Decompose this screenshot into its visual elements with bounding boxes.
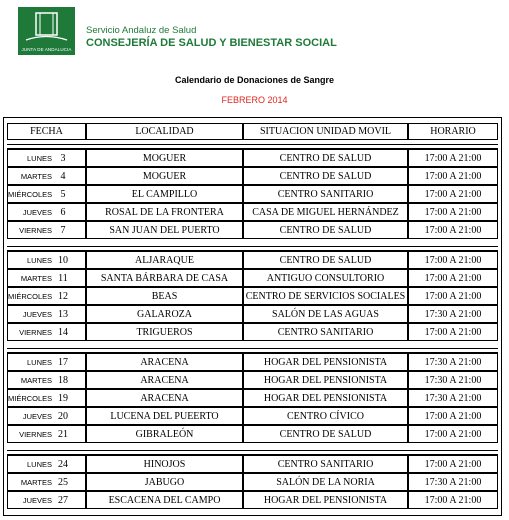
situation-cell: CENTRO DE SALUD: [243, 221, 408, 239]
date-cell: [7, 455, 86, 473]
hours-cell: 17:30 A 21:00: [408, 473, 498, 491]
day-number: 18: [58, 374, 68, 386]
hours-cell: 17:00 A 21:00: [408, 149, 498, 167]
situation-cell: CENTRO SANITARIO: [243, 455, 408, 473]
locality-cell: ARACENA: [86, 371, 243, 389]
table-row: [4, 425, 501, 443]
locality-cell: SAN JUAN DEL PUERTO: [86, 221, 243, 239]
day-number: 25: [58, 476, 68, 488]
locality-cell: ARACENA: [86, 389, 243, 407]
situation-cell: HOGAR DEL PENSIONISTA: [243, 491, 408, 509]
column-header-horario: HORARIO: [408, 123, 498, 140]
day-name: LUNES: [26, 255, 52, 265]
situation-cell: SALÓN DE LAS AGUAS: [243, 305, 408, 323]
day-number: 4: [60, 170, 66, 182]
locality-cell: ARACENA: [86, 353, 243, 371]
situation-cell: CENTRO DE SALUD: [243, 149, 408, 167]
day-number: 6: [60, 206, 66, 218]
day-number: 14: [58, 326, 68, 338]
day-name: MIÉRCOLES: [8, 189, 53, 199]
situation-cell: ANTIGUO CONSULTORIO: [243, 269, 408, 287]
day-number: 13: [58, 308, 68, 320]
junta-de-andalucia-logo: [18, 7, 75, 55]
hours-cell: 17:00 A 21:00: [408, 323, 498, 341]
calendar-table: [3, 117, 502, 516]
locality-cell: HINOJOS: [86, 455, 243, 473]
day-number: 17: [58, 356, 68, 368]
day-name: JUEVES: [22, 411, 52, 421]
hours-cell: 17:00 A 21:00: [408, 203, 498, 221]
situation-cell: CASA DE MIGUEL HERNÁNDEZ: [243, 203, 408, 221]
date-cell: [7, 371, 86, 389]
locality-cell: ROSAL DE LA FRONTERA: [86, 203, 243, 221]
date-cell: [7, 353, 86, 371]
table-row: [4, 185, 501, 203]
situation-cell: CENTRO DE SALUD: [243, 425, 408, 443]
date-cell: [7, 407, 86, 425]
table-row: [4, 251, 501, 269]
locality-cell: GALAROZA: [86, 305, 243, 323]
date-cell: [7, 149, 86, 167]
day-number: 20: [58, 410, 68, 422]
day-number: 3: [60, 152, 66, 164]
table-row: [4, 287, 501, 305]
date-cell: [7, 389, 86, 407]
situation-cell: CENTRO DE SALUD: [243, 167, 408, 185]
day-name: MIÉRCOLES: [8, 291, 53, 301]
locality-cell: ESCACENA DEL CAMPO: [86, 491, 243, 509]
locality-cell: MOGUER: [86, 149, 243, 167]
situation-cell: HOGAR DEL PENSIONISTA: [243, 389, 408, 407]
column-header-fecha: FECHA: [7, 123, 86, 140]
day-name: JUEVES: [22, 495, 52, 505]
day-number: 10: [58, 254, 68, 266]
table-row: [4, 353, 501, 371]
hours-cell: 17:00 A 21:00: [408, 407, 498, 425]
date-cell: [7, 167, 86, 185]
day-name: MARTES: [20, 171, 52, 181]
org-name-line1: Servicio Andaluz de Salud: [86, 25, 197, 36]
day-number: 19: [58, 392, 68, 404]
situation-cell: SALÓN DE LA NORIA: [243, 473, 408, 491]
table-row: [4, 491, 501, 509]
table-header-row: [4, 123, 501, 140]
day-number: 5: [60, 188, 66, 200]
table-row: [4, 269, 501, 287]
date-cell: [7, 287, 86, 305]
locality-cell: JABUGO: [86, 473, 243, 491]
day-name: MARTES: [20, 273, 52, 283]
day-number: 27: [58, 494, 68, 506]
situation-cell: CENTRO CÍVICO: [243, 407, 408, 425]
column-header-situacion: SITUACION UNIDAD MOVIL: [243, 123, 408, 140]
logo-text: JUNTA DE ANDALUCIA: [21, 47, 72, 52]
date-cell: [7, 221, 86, 239]
date-cell: [7, 269, 86, 287]
day-name: MARTES: [20, 477, 52, 487]
document-title: Calendario de Donaciones de Sangre: [174, 75, 335, 85]
day-name: VIERNES: [19, 225, 52, 235]
locality-cell: GIBRALEÓN: [86, 425, 243, 443]
hours-cell: 17:00 A 21:00: [408, 167, 498, 185]
locality-cell: TRIGUEROS: [86, 323, 243, 341]
date-cell: [7, 305, 86, 323]
hours-cell: 17:00 A 21:00: [408, 425, 498, 443]
situation-cell: CENTRO SANITARIO: [243, 323, 408, 341]
locality-cell: LUCENA DEL PUEERTO: [86, 407, 243, 425]
table-row: [4, 221, 501, 239]
day-name: JUEVES: [22, 309, 52, 319]
day-name: JUEVES: [22, 207, 52, 217]
situation-cell: CENTRO DE SALUD: [243, 251, 408, 269]
table-row: [4, 305, 501, 323]
hours-cell: 17:00 A 21:00: [408, 491, 498, 509]
date-cell: [7, 323, 86, 341]
day-number: 24: [58, 458, 68, 470]
month-label: FEBRERO 2014: [221, 95, 288, 105]
day-name: MIÉRCOLES: [8, 393, 53, 403]
hours-cell: 17:00 A 21:00: [408, 251, 498, 269]
day-name: LUNES: [26, 153, 52, 163]
day-name: LUNES: [26, 459, 52, 469]
date-cell: [7, 425, 86, 443]
day-number: 7: [60, 224, 66, 236]
day-number: 11: [58, 272, 68, 284]
table-row: [4, 407, 501, 425]
table-row: [4, 455, 501, 473]
hours-cell: 17:00 A 21:00: [408, 287, 498, 305]
date-cell: [7, 491, 86, 509]
hours-cell: 17:00 A 21:00: [408, 455, 498, 473]
day-name: LUNES: [26, 357, 52, 367]
situation-cell: CENTRO SANITARIO: [243, 185, 408, 203]
hours-cell: 17:30 A 21:00: [408, 353, 498, 371]
org-name-line2: CONSEJERÍA DE SALUD Y BIENESTAR SOCIAL: [86, 37, 337, 49]
situation-cell: HOGAR DEL PENSIONISTA: [243, 353, 408, 371]
hours-cell: 17:00 A 21:00: [408, 185, 498, 203]
situation-cell: HOGAR DEL PENSIONISTA: [243, 371, 408, 389]
date-cell: [7, 473, 86, 491]
table-row: [4, 323, 501, 341]
locality-cell: MOGUER: [86, 167, 243, 185]
locality-cell: EL CAMPILLO: [86, 185, 243, 203]
date-cell: [7, 185, 86, 203]
table-row: [4, 203, 501, 221]
locality-cell: BEAS: [86, 287, 243, 305]
table-row: [4, 167, 501, 185]
day-number: 12: [58, 290, 68, 302]
date-cell: [7, 203, 86, 221]
day-name: VIERNES: [19, 327, 52, 337]
hours-cell: 17:30 A 21:00: [408, 305, 498, 323]
day-name: MARTES: [20, 375, 52, 385]
locality-cell: ALJARAQUE: [86, 251, 243, 269]
date-cell: [7, 251, 86, 269]
table-row: [4, 371, 501, 389]
table-row: [4, 473, 501, 491]
document-header: [0, 0, 509, 62]
hours-cell: 17:00 A 21:00: [408, 221, 498, 239]
situation-cell: CENTRO DE SERVICIOS SOCIALES: [243, 287, 408, 305]
hours-cell: 17:30 A 21:00: [408, 389, 498, 407]
hours-cell: 17:30 A 21:00: [408, 371, 498, 389]
column-header-localidad: LOCALIDAD: [86, 123, 243, 140]
hours-cell: 17:00 A 21:00: [408, 269, 498, 287]
table-row: [4, 149, 501, 167]
locality-cell: SANTA BÁRBARA DE CASA: [86, 269, 243, 287]
day-name: VIERNES: [19, 429, 52, 439]
day-number: 21: [58, 428, 68, 440]
table-row: [4, 389, 501, 407]
